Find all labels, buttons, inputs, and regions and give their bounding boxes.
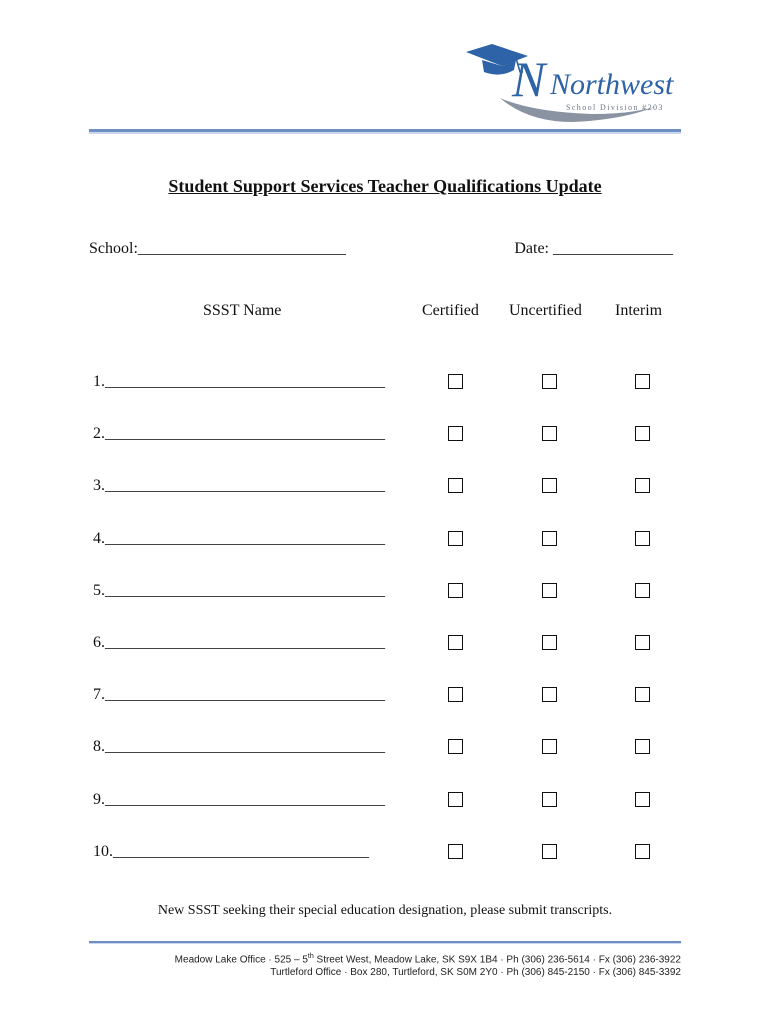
interim-checkbox[interactable]: [635, 844, 650, 859]
certified-checkbox[interactable]: [448, 739, 463, 754]
form-title: Student Support Services Teacher Qualifications Update: [168, 176, 602, 196]
footer-meadow-lake: Meadow Lake Office · 525 – 5th Street West, Meadow Lake, SK S9X 1B4 · Ph (306) 236-5614 · Fx (306) 236-3922: [174, 953, 681, 966]
ssst-name-line[interactable]: 9.___________________________________: [93, 791, 385, 808]
certified-checkbox[interactable]: [448, 687, 463, 702]
uncertified-checkbox[interactable]: [542, 583, 557, 598]
header-divider: [89, 129, 681, 132]
uncertified-checkbox[interactable]: [542, 739, 557, 754]
column-header-certified: Certified: [422, 302, 479, 319]
certified-checkbox[interactable]: [448, 374, 463, 389]
ssst-name-line[interactable]: 6.___________________________________: [93, 634, 385, 651]
table-row: [0, 841, 770, 869]
ssst-name-line[interactable]: 2.___________________________________: [93, 425, 385, 442]
school-field[interactable]: School:__________________________: [89, 240, 346, 257]
interim-checkbox[interactable]: [635, 792, 650, 807]
interim-checkbox[interactable]: [635, 531, 650, 546]
table-row: [0, 684, 770, 712]
certified-checkbox[interactable]: [448, 583, 463, 598]
table-row: [0, 371, 770, 399]
ssst-name-line[interactable]: 4.___________________________________: [93, 530, 385, 547]
ssst-name-line[interactable]: 7.___________________________________: [93, 686, 385, 703]
interim-checkbox[interactable]: [635, 739, 650, 754]
northwest-logo: [462, 42, 684, 124]
table-row: [0, 736, 770, 764]
office-footer: [175, 950, 681, 979]
table-row: [0, 528, 770, 556]
column-header-interim: Interim: [615, 302, 663, 319]
ssst-name-line[interactable]: 1.___________________________________: [93, 373, 385, 390]
transcript-note: New SSST seeking their special education designation, please submit transcripts.: [157, 903, 613, 918]
ssst-name-line[interactable]: 3.___________________________________: [93, 477, 385, 494]
uncertified-checkbox[interactable]: [542, 426, 557, 441]
table-row: [0, 632, 770, 660]
ssst-name-line[interactable]: 5.___________________________________: [93, 582, 385, 599]
uncertified-checkbox[interactable]: [542, 374, 557, 389]
ssst-name-line[interactable]: 8.___________________________________: [93, 738, 385, 755]
certified-checkbox[interactable]: [448, 426, 463, 441]
table-row: [0, 580, 770, 608]
uncertified-checkbox[interactable]: [542, 687, 557, 702]
uncertified-checkbox[interactable]: [542, 531, 557, 546]
uncertified-checkbox[interactable]: [542, 478, 557, 493]
svg-text:N: N: [512, 51, 546, 107]
certified-checkbox[interactable]: [448, 844, 463, 859]
certified-checkbox[interactable]: [448, 635, 463, 650]
interim-checkbox[interactable]: [635, 478, 650, 493]
certified-checkbox[interactable]: [448, 531, 463, 546]
table-row: [0, 423, 770, 451]
uncertified-checkbox[interactable]: [542, 635, 557, 650]
uncertified-checkbox[interactable]: [542, 844, 557, 859]
certified-checkbox[interactable]: [448, 478, 463, 493]
footer-turtleford: Turtleford Office · Box 280, Turtleford, SK S0M 2Y0 · Ph (306) 845-2150 · Fx (306) 845-3392: [270, 967, 681, 979]
interim-checkbox[interactable]: [635, 583, 650, 598]
interim-checkbox[interactable]: [635, 687, 650, 702]
interim-checkbox[interactable]: [635, 635, 650, 650]
column-header-ssst-name: SSST Name: [203, 302, 282, 319]
table-row: [0, 789, 770, 817]
svg-text:Northwest: Northwest: [550, 68, 674, 101]
svg-text:School Division #203: School Division #203: [566, 103, 664, 112]
certified-checkbox[interactable]: [448, 792, 463, 807]
date-field[interactable]: Date: _______________: [514, 240, 673, 257]
footer-divider: [89, 941, 681, 943]
table-row: [0, 475, 770, 503]
column-header-uncertified: Uncertified: [509, 302, 582, 319]
ssst-name-line[interactable]: 10.________________________________: [93, 843, 369, 860]
interim-checkbox[interactable]: [635, 374, 650, 389]
interim-checkbox[interactable]: [635, 426, 650, 441]
uncertified-checkbox[interactable]: [542, 792, 557, 807]
